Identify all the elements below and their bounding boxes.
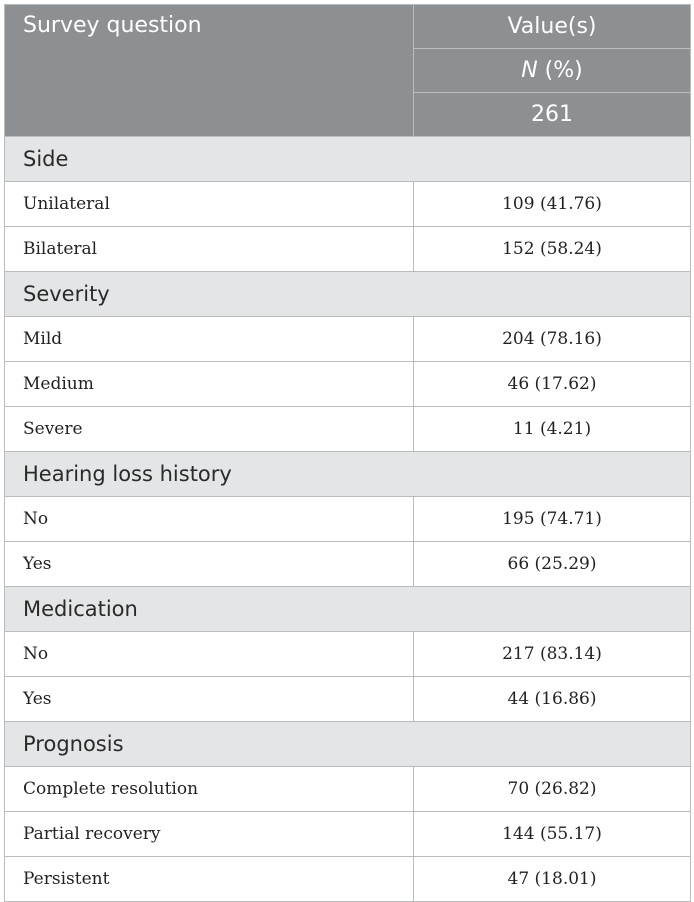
section-title: Severity (5, 272, 691, 317)
table-row (5, 632, 691, 677)
row-value: 47 (18.01) (414, 857, 691, 902)
section-row (5, 137, 691, 182)
section-row (5, 452, 691, 497)
row-value: 195 (74.71) (414, 497, 691, 542)
table-row (5, 407, 691, 452)
survey-table (4, 4, 691, 902)
row-value: 70 (26.82) (414, 767, 691, 812)
row-label: Mild (5, 317, 414, 362)
section-title: Hearing loss history (5, 452, 691, 497)
row-value: 44 (16.86) (414, 677, 691, 722)
section-title: Prognosis (5, 722, 691, 767)
header-n: N (521, 58, 538, 83)
header-survey-question: Survey question (5, 5, 414, 137)
row-label: Persistent (5, 857, 414, 902)
row-label: No (5, 632, 414, 677)
row-value: 66 (25.29) (414, 542, 691, 587)
section-row (5, 272, 691, 317)
row-label: Medium (5, 362, 414, 407)
row-value: 11 (4.21) (414, 407, 691, 452)
row-value: 109 (41.76) (414, 182, 691, 227)
header-n-percent (414, 49, 691, 93)
section-title: Side (5, 137, 691, 182)
row-value: 217 (83.14) (414, 632, 691, 677)
row-value: 46 (17.62) (414, 362, 691, 407)
row-value: 144 (55.17) (414, 812, 691, 857)
section-row (5, 587, 691, 632)
table-row (5, 182, 691, 227)
row-label: Severe (5, 407, 414, 452)
row-label: Partial recovery (5, 812, 414, 857)
section-row (5, 722, 691, 767)
table-row (5, 362, 691, 407)
header-values: Value(s) (414, 5, 691, 49)
row-label: No (5, 497, 414, 542)
table-header-row (5, 5, 691, 49)
section-title: Medication (5, 587, 691, 632)
row-value: 204 (78.16) (414, 317, 691, 362)
row-label: Yes (5, 542, 414, 587)
table-row (5, 812, 691, 857)
table-row (5, 317, 691, 362)
table-row (5, 857, 691, 902)
row-label: Bilateral (5, 227, 414, 272)
row-value: 152 (58.24) (414, 227, 691, 272)
row-label: Complete resolution (5, 767, 414, 812)
header-percent: (%) (537, 58, 583, 83)
row-label: Unilateral (5, 182, 414, 227)
table-row (5, 542, 691, 587)
table-row (5, 677, 691, 722)
table-row (5, 227, 691, 272)
table-row (5, 497, 691, 542)
header-total: 261 (414, 93, 691, 137)
table-row (5, 767, 691, 812)
row-label: Yes (5, 677, 414, 722)
